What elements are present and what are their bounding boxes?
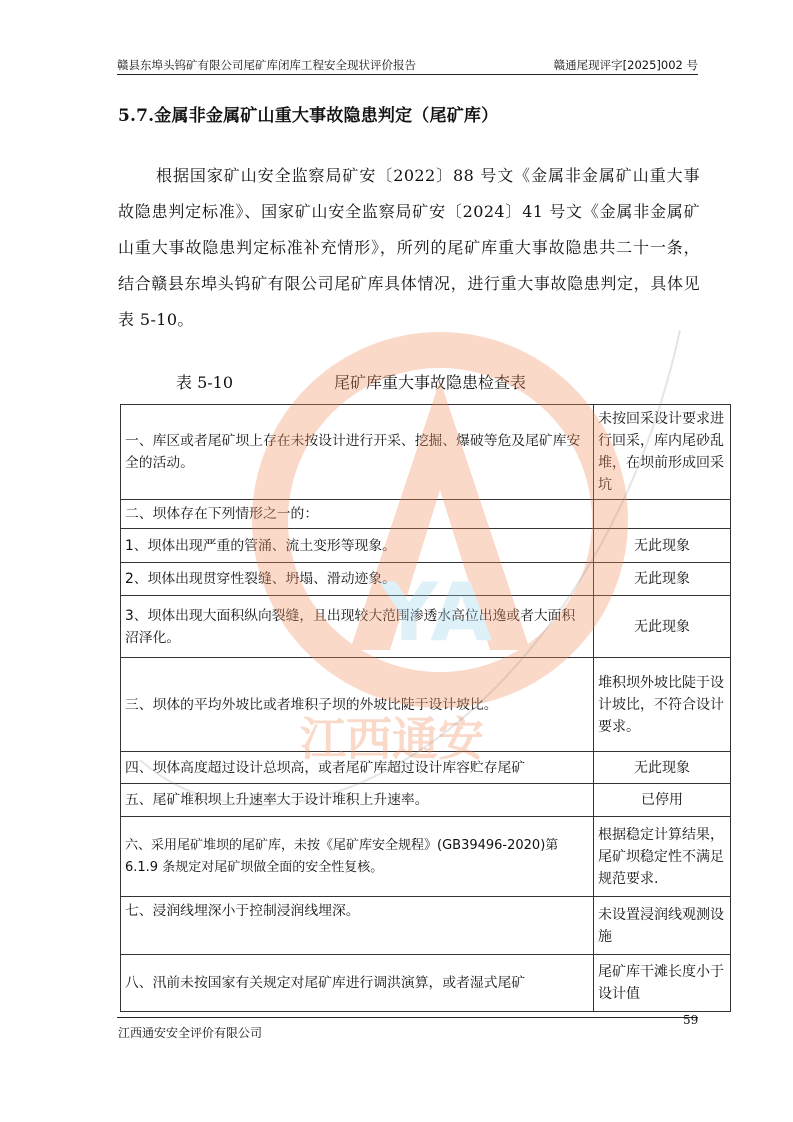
table-title: 尾矿库重大事故隐患检查表 xyxy=(334,373,527,392)
hazard-result: 无此现象 xyxy=(594,529,731,563)
footer-rule xyxy=(117,1017,698,1018)
hazard-result: 堆积坝外坡比陡于设计坡比，不符合设计要求。 xyxy=(594,658,731,752)
hazard-item: 八、汛前未按国家有关规定对尾矿库进行调洪演算，或者湿式尾矿 xyxy=(121,955,594,1012)
page-header xyxy=(117,56,698,75)
header-report-title: 赣县东埠头钨矿有限公司尾矿库闭库工程安全现状评价报告 xyxy=(117,58,416,72)
footer-company-name: 江西通安安全评价有限公司 xyxy=(118,1026,263,1040)
intro-paragraph: 根据国家矿山安全监察局矿安〔2022〕88 号文《金属非金属矿山重大事故隐患判定标准》、国家矿山安全监察局矿安〔2024〕41 号文《金属非金属矿山重大事故隐患判定标准补充情形》，所列的尾矿库重大事故隐患共二十一条，结合赣县东埠头钨矿有限公司尾矿库具体情况，进行重大事故隐患判定，具体见表 5-10。 xyxy=(118,166,700,329)
hazard-item: 一、库区或者尾矿坝上存在未按设计进行开采、挖掘、爆破等危及尾矿库安全的活动。 xyxy=(121,405,594,500)
hazard-item: 二、坝体存在下列情形之一的： xyxy=(121,500,594,529)
hazard-result: 已停用 xyxy=(594,784,731,817)
hazard-result: 无此现象 xyxy=(594,752,731,784)
hazard-result: 无此现象 xyxy=(594,596,731,658)
hazard-item: 六、采用尾矿堆坝的尾矿库，未按《尾矿库安全规程》(GB39496-2020)第 6.1.9 条规定对尾矿坝做全面的安全性复核。 xyxy=(121,817,594,897)
table-row xyxy=(121,955,731,1012)
hazard-result: 未按回采设计要求进行回采，库内尾砂乱堆，在坝前形成回采坑 xyxy=(594,405,731,500)
hazard-result xyxy=(594,500,731,529)
table-row xyxy=(121,897,731,955)
table-row xyxy=(121,405,731,500)
hazard-result: 未设置浸润线观测设施 xyxy=(594,897,731,955)
table-row xyxy=(121,817,731,897)
hazard-item: 2、坝体出现贯穿性裂缝、坍塌、滑动迹象。 xyxy=(121,563,594,596)
hazard-result: 无此现象 xyxy=(594,563,731,596)
hazard-checklist-table xyxy=(120,404,731,1012)
section-title: 5.7.金属非金属矿山重大事故隐患判定（尾矿库） xyxy=(118,106,499,126)
hazard-item: 3、坝体出现大面积纵向裂缝，且出现较大范围渗透水高位出逸或者大面积沼泽化。 xyxy=(121,596,594,658)
table-row xyxy=(121,596,731,658)
svg-text:YA: YA xyxy=(380,566,493,659)
page-number: 59 xyxy=(683,1013,699,1027)
hazard-result: 根据稳定计算结果，尾矿坝稳定性不满足规范要求. xyxy=(594,817,731,897)
hazard-item: 四、坝体高度超过设计总坝高，或者尾矿库超过设计库容贮存尾矿 xyxy=(121,752,594,784)
table-row xyxy=(121,752,731,784)
table-row xyxy=(121,658,731,752)
table-row xyxy=(121,500,731,529)
table-caption xyxy=(176,372,596,394)
hazard-item: 1、坝体出现严重的管涌、流土变形等现象。 xyxy=(121,529,594,563)
header-report-number: 赣通尾现评字[2025]002 号 xyxy=(553,58,698,72)
table-number: 表 5-10 xyxy=(176,373,234,392)
hazard-result: 尾矿库干滩长度小于设计值 xyxy=(594,955,731,1012)
hazard-item: 五、尾矿堆积坝上升速率大于设计堆积上升速率。 xyxy=(121,784,594,817)
table-row xyxy=(121,784,731,817)
hazard-item: 三、坝体的平均外坡比或者堆积子坝的外坡比陡于设计坡比。 xyxy=(121,658,594,752)
table-row xyxy=(121,529,731,563)
table-row xyxy=(121,563,731,596)
svg-text:江西通安: 江西通安 xyxy=(300,712,484,766)
hazard-item: 七、浸润线埋深小于控制浸润线埋深。 xyxy=(121,897,594,955)
